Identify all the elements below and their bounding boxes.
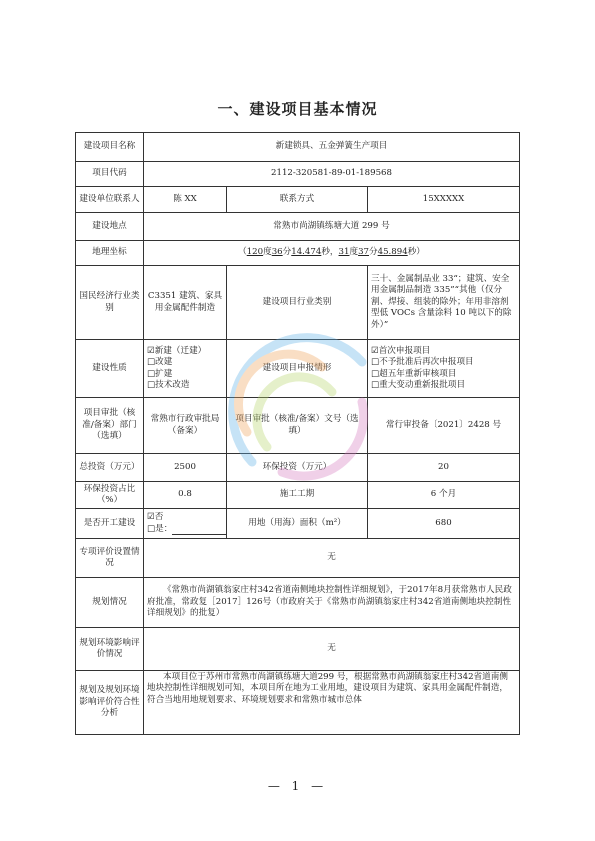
- sec-unit: 秒）: [407, 247, 425, 258]
- coord-open: （: [238, 247, 247, 258]
- value-project-code: 2112-320581-89-01-189568: [144, 162, 520, 187]
- row-special-eval: [76, 539, 520, 578]
- label-duration: 施工工期: [227, 482, 368, 509]
- min-unit: 分: [282, 247, 292, 258]
- checkbox-five-years: □超五年重新审核项目: [371, 368, 457, 379]
- row-conformity: [76, 671, 520, 735]
- value-contact-name: 陈 XX: [144, 187, 227, 213]
- row-investment: [76, 454, 520, 482]
- lon-sec: 14.474: [291, 247, 322, 258]
- min-unit: 分: [369, 247, 378, 258]
- checkbox-new: ☑新建（迁建）: [147, 345, 207, 356]
- value-approval-dept: 常熟市行政审批局（备案）: [144, 398, 227, 454]
- lon-min: 36: [271, 247, 283, 258]
- row-location: [76, 213, 520, 241]
- value-duration: 6 个月: [368, 482, 520, 509]
- label-env-investment: 环保投资（万元）: [227, 454, 368, 482]
- checkbox-yes-label: □是：: [147, 523, 173, 534]
- row-contact: [76, 187, 520, 213]
- checkbox-rebuild: □改建: [147, 357, 173, 368]
- label-coords: 地理坐标: [76, 241, 144, 266]
- row-project-name: [76, 133, 520, 162]
- row-project-code: [76, 162, 520, 187]
- nature-options: [144, 340, 227, 398]
- label-approval-no: 项目审批（核准/备案）文号（选填）: [227, 398, 368, 454]
- lat-sec: 45.894: [377, 247, 408, 258]
- checkbox-yes: [147, 524, 223, 535]
- checkbox-redeclaration: □不予批准后再次申报项目: [371, 357, 474, 368]
- label-industry: 国民经济行业类别: [76, 266, 144, 340]
- row-ratio: [76, 482, 520, 509]
- label-approval-dept: 项目审批（核准/备案）部门（选填）: [76, 398, 144, 454]
- row-nature: [76, 340, 520, 398]
- value-industry-category: 三十、金属制品业 33“；建筑、安全用金属制品制造 335”“其他（仅分割、焊接、组装的除外；年用非溶剂型低 VOCs 含量涂料 10 吨以下的除外）”: [368, 266, 520, 340]
- deg-unit: 度: [349, 247, 359, 258]
- started-options: [144, 509, 227, 539]
- blank-line: [172, 525, 226, 535]
- checkbox-first-declaration: ☑首次申报项目: [371, 345, 431, 356]
- label-contact-method: 联系方式: [227, 187, 368, 213]
- label-ratio: 环保投资占比（%）: [76, 482, 144, 509]
- value-env-investment: 20: [368, 454, 520, 482]
- checkbox-no: ☑否: [147, 512, 164, 523]
- label-project-name: 建设项目名称: [76, 133, 144, 162]
- row-coords: [76, 241, 520, 266]
- section-title: 一、建设项目基本情况: [217, 100, 378, 118]
- value-land-area: 680: [368, 509, 520, 539]
- value-approval-no: 常行审投备〔2021〕2428 号: [368, 398, 520, 454]
- declaration-options: [368, 340, 520, 398]
- value-plan-eia: 无: [144, 628, 520, 671]
- row-approval: [76, 398, 520, 454]
- lat-deg: 31: [338, 247, 350, 258]
- deg-unit: 度: [263, 247, 272, 258]
- label-location: 建设地点: [76, 213, 144, 241]
- project-info-table: [75, 132, 520, 735]
- row-plan-eia: [76, 628, 520, 671]
- row-started: [76, 509, 520, 539]
- label-declaration: 建设项目申报情形: [227, 340, 368, 398]
- lon-deg: 120: [246, 247, 264, 258]
- sec-unit: 秒，: [321, 247, 339, 258]
- lat-min: 37: [358, 247, 370, 258]
- value-investment: 2500: [144, 454, 227, 482]
- label-conformity: 规划及规划环境影响评价符合性分析: [76, 671, 144, 735]
- label-project-code: 项目代码: [76, 162, 144, 187]
- value-conformity: 本项目位于苏州市常熟市尚湖镇练塘大道299 号，根据常熟市尚湖镇翁家庄村342省道南侧地块控制性详细规划可知，本项目所在地为工业用地，建设项目为建筑、家具用金属配件制造，符合当地用地规划要求、环境规划要求和常熟市城市总体: [144, 671, 520, 735]
- value-location: 常熟市尚湖镇练塘大道 299 号: [144, 213, 520, 241]
- label-industry-category: 建设项目行业类别: [227, 266, 368, 340]
- label-investment: 总投资（万元）: [76, 454, 144, 482]
- value-ratio: 0.8: [144, 482, 227, 509]
- value-special-eval: 无: [144, 539, 520, 578]
- label-nature: 建设性质: [76, 340, 144, 398]
- row-industry: [76, 266, 520, 340]
- value-coords: [144, 241, 520, 266]
- value-industry: C3351 建筑、家具用金属配件制造: [144, 266, 227, 340]
- value-planning: 《常熟市尚湖镇翁家庄村342省道南侧地块控制性详细规划》，于2017年8月获常熟市人民政府批准，常政复［2017］126号（市政府关于《常熟市尚湖镇翁家庄村342省道南侧地块控制性详细规划》的批复）: [144, 578, 520, 628]
- label-started: 是否开工建设: [76, 509, 144, 539]
- value-project-name: 新建锁具、五金弹簧生产项目: [144, 133, 520, 162]
- label-plan-eia: 规划环境影响评价情况: [76, 628, 144, 671]
- checkbox-major-change: □重大变动重新报批项目: [371, 379, 466, 390]
- checkbox-expand: □扩建: [147, 368, 173, 379]
- label-contact: 建设单位联系人: [76, 187, 144, 213]
- label-planning: 规划情况: [76, 578, 144, 628]
- checkbox-tech-upgrade: □技术改造: [147, 379, 190, 390]
- value-contact-method: 15XXXXX: [368, 187, 520, 213]
- label-land-area: 用地（用海）面积（m²）: [227, 509, 368, 539]
- page-number: — 1 —: [267, 779, 328, 793]
- row-planning: [76, 578, 520, 628]
- label-special-eval: 专项评价设置情况: [76, 539, 144, 578]
